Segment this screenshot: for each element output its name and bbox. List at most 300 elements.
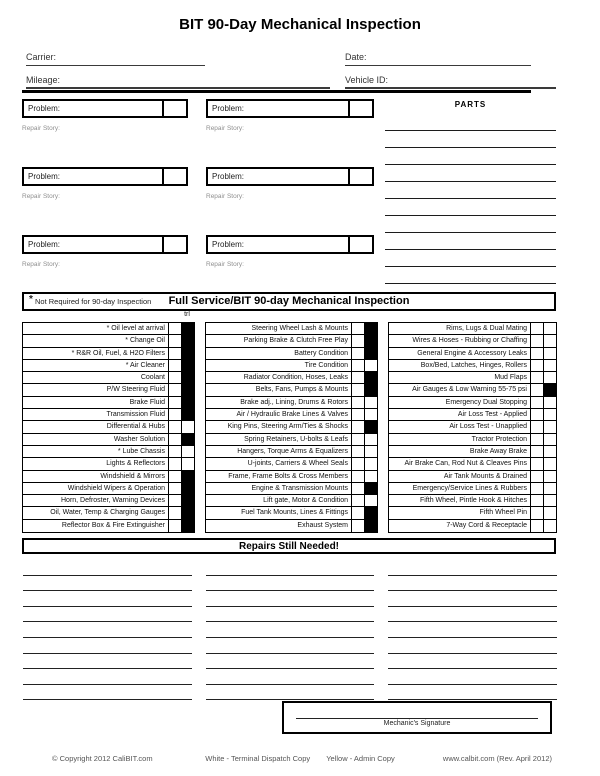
inspection-checkbox[interactable] [168, 495, 181, 506]
inspection-checkbox[interactable] [168, 323, 181, 334]
inspection-checkbox[interactable] [351, 323, 364, 334]
trailer-checkbox[interactable] [181, 520, 194, 532]
checklist-item-label: * Oil level at arrival [106, 325, 165, 332]
problem-label: Problem: [28, 172, 61, 181]
inspection-checkbox[interactable] [168, 434, 181, 445]
checklist-row [23, 409, 194, 421]
inspection-checkbox[interactable] [530, 520, 543, 532]
repair-line[interactable] [23, 560, 192, 576]
checklist-row [389, 495, 556, 507]
trailer-checkbox[interactable] [181, 348, 194, 359]
checklist-row [206, 520, 377, 532]
problem-label: Problem: [28, 104, 61, 113]
parts-line[interactable] [385, 199, 556, 216]
problem-checkbox[interactable] [348, 237, 372, 252]
checklist-item-label: Brake Fluid [129, 398, 165, 406]
inspection-checkbox[interactable] [168, 348, 181, 359]
problem-block [22, 167, 188, 235]
not-required-note [29, 294, 152, 306]
parts-title: PARTS [454, 100, 487, 109]
trailer-checkbox[interactable] [181, 507, 194, 518]
repair-story-writing-area[interactable] [206, 200, 374, 228]
carrier-field[interactable] [26, 52, 205, 66]
not-required-text: Not Required for 90-day Inspection [35, 297, 152, 306]
white-copy-note: White - Terminal Dispatch Copy [205, 754, 311, 763]
trailer-checkbox[interactable] [364, 446, 377, 457]
checklist-row [23, 348, 194, 360]
repairs-still-needed-header: Repairs Still Needed! [22, 538, 556, 554]
checklist-row [23, 421, 194, 433]
parts-panel [385, 100, 556, 284]
problem-input-line[interactable] [206, 99, 374, 118]
checklist-item-label: Emergency/Service Lines & Rubbers [412, 484, 527, 492]
trailer-checkbox[interactable] [364, 335, 377, 346]
checklist-row [23, 360, 194, 372]
inspection-checkbox[interactable] [530, 495, 543, 506]
repair-line[interactable] [23, 591, 192, 607]
trailer-checkbox[interactable] [181, 483, 194, 494]
trailer-checkbox[interactable] [364, 384, 377, 395]
parts-line[interactable] [385, 216, 556, 233]
inspection-checkbox[interactable] [168, 446, 181, 457]
problem-checkbox[interactable] [348, 169, 372, 184]
trailer-checkbox[interactable] [364, 471, 377, 482]
checklist-item-label: Lift gate, Motor & Condition [263, 497, 348, 505]
checklist-row [389, 397, 556, 409]
problem-label: Problem: [212, 240, 245, 249]
checklist-item-label: Mud Flaps [494, 374, 527, 382]
parts-line[interactable] [385, 233, 556, 250]
problem-checkbox[interactable] [348, 101, 372, 116]
repair-story-writing-area[interactable] [22, 200, 188, 228]
inspection-checkbox[interactable] [168, 483, 181, 494]
trailer-checkbox[interactable] [543, 495, 556, 506]
repair-line[interactable] [388, 685, 557, 701]
checklist-row [206, 397, 377, 409]
repair-line[interactable] [23, 622, 192, 638]
trailer-checkbox[interactable] [543, 458, 556, 469]
checklist-row [23, 458, 194, 470]
checklist-item-label: Air Brake Can, Rod Nut & Cleaves Pins [404, 460, 527, 468]
checklist-row [389, 335, 556, 347]
checklist-row [389, 360, 556, 372]
repair-line[interactable] [23, 576, 192, 592]
checklist-row [206, 446, 377, 458]
date-field[interactable] [345, 52, 531, 66]
trailer-checkbox[interactable] [181, 495, 194, 506]
checklist-item-label: Air Loss Test - Unapplied [449, 423, 527, 431]
inspection-checkbox[interactable] [530, 458, 543, 469]
repair-line[interactable] [206, 560, 375, 576]
repair-story-writing-area[interactable] [22, 132, 188, 160]
yellow-copy-note: Yellow - Admin Copy [326, 754, 395, 763]
inspection-checkbox[interactable] [351, 520, 364, 532]
checklist-item-label: Coolant [140, 374, 165, 382]
checklist-item-label: Brake Away Brake [469, 447, 527, 455]
trailer-checkbox[interactable] [181, 372, 194, 383]
trailer-checkbox[interactable] [543, 348, 556, 359]
checklist-row [206, 483, 377, 495]
trailer-checkbox[interactable] [543, 507, 556, 518]
repair-line[interactable] [388, 591, 557, 607]
repair-story-label: Repair Story: [206, 193, 244, 200]
checklist-row [23, 483, 194, 495]
form-title: BIT 90-Day Mechanical Inspection [179, 16, 421, 33]
copyright-text: © Copyright 2012 CaliBIT.com [52, 754, 153, 763]
trailer-checkbox[interactable] [543, 372, 556, 383]
checklist-item-label: Windshield Wipers & Operation [67, 484, 165, 492]
checklist-row [206, 495, 377, 507]
checklist-row [23, 397, 194, 409]
checklist-row [389, 507, 556, 519]
trailer-checkbox[interactable] [364, 397, 377, 408]
checklist-item-label: Air Gauges & Low Warning 55-75 psi [412, 386, 527, 394]
trailer-checkbox[interactable] [364, 507, 377, 518]
trailer-checkbox[interactable] [543, 335, 556, 346]
checklist-row [389, 434, 556, 446]
checklist-row [206, 335, 377, 347]
checklist-item-label: Lights & Reflectors [106, 460, 165, 468]
repair-line[interactable] [206, 591, 375, 607]
repair-line[interactable] [206, 622, 375, 638]
checklist-row [206, 471, 377, 483]
problem-input-line[interactable] [22, 235, 188, 254]
checklist-item-label: General Engine & Accessory Leaks [417, 349, 527, 357]
trailer-checkbox[interactable] [364, 348, 377, 359]
trailer-checkbox[interactable] [364, 495, 377, 506]
checklist-item-label: Radiator Condition, Hoses, Leaks [243, 374, 348, 382]
checklist-item-label: Washer Solution [113, 435, 165, 443]
inspection-checkbox[interactable] [530, 397, 543, 408]
inspection-checkbox[interactable] [168, 372, 181, 383]
inspection-checkbox[interactable] [530, 507, 543, 518]
trailer-checkbox[interactable] [364, 372, 377, 383]
checklist-item-label: Battery Condition [294, 349, 348, 357]
full-service-title: Full Service/BIT 90-day Mechanical Inspection [168, 295, 410, 307]
checklist-row [206, 323, 377, 335]
checklist-item-label: Air Loss Test - Applied [457, 411, 527, 419]
repair-line[interactable] [388, 560, 557, 576]
trailer-checkbox[interactable] [543, 384, 556, 395]
inspection-checkbox[interactable] [530, 335, 543, 346]
checklist-item-label: 7-Way Cord & Receptacle [446, 521, 527, 529]
parts-line[interactable] [385, 267, 556, 284]
problem-label: Problem: [212, 172, 245, 181]
trailer-column-label: trl [184, 311, 190, 318]
trailer-checkbox[interactable] [181, 384, 194, 395]
checklist-row [206, 409, 377, 421]
signature-line[interactable] [296, 718, 538, 719]
repair-line[interactable] [388, 607, 557, 623]
inspection-checkbox[interactable] [530, 348, 543, 359]
trailer-checkbox[interactable] [543, 520, 556, 532]
inspection-checkbox[interactable] [351, 360, 364, 371]
inspection-checkbox[interactable] [168, 520, 181, 532]
checklist-item-label: Emergency Dual Stopping [445, 398, 527, 406]
parts-line[interactable] [385, 148, 556, 165]
trailer-checkbox[interactable] [364, 323, 377, 334]
problem-block [206, 167, 374, 235]
repair-line[interactable] [23, 638, 192, 654]
problem-blocks-grid [22, 99, 378, 303]
trailer-checkbox[interactable] [181, 360, 194, 371]
inspection-checkbox[interactable] [168, 458, 181, 469]
repair-line[interactable] [388, 654, 557, 670]
repair-story-label: Repair Story: [206, 125, 244, 132]
checklist-item-label: Oil, Water, Temp & Charging Gauges [50, 509, 165, 517]
checklist-item-label: Air / Hydraulic Brake Lines & Valves [236, 411, 348, 419]
checklist-item-label: U-joints, Carriers & Wheel Seals [247, 460, 348, 468]
inspection-checkbox[interactable] [351, 384, 364, 395]
repair-line[interactable] [206, 685, 375, 701]
inspection-checkbox[interactable] [530, 360, 543, 371]
checklist-item-label: Rims, Lugs & Dual Mating [446, 325, 527, 332]
checklist-row [389, 421, 556, 433]
checklist-item-label: Fuel Tank Mounts, Lines & Fittings [241, 509, 348, 517]
checklist-row [23, 446, 194, 458]
repair-story-label: Repair Story: [22, 193, 60, 200]
checklist-item-label: Differential & Hubs [106, 423, 165, 431]
inspection-checkbox[interactable] [351, 409, 364, 420]
trailer-checkbox[interactable] [543, 446, 556, 457]
checklist-item-label: Belts, Fans, Pumps & Mounts [255, 386, 348, 394]
problem-block [206, 99, 374, 167]
inspection-section-header [22, 292, 556, 311]
vehicle-id-field[interactable] [345, 75, 556, 89]
inspection-checkbox[interactable] [530, 372, 543, 383]
inspection-checkbox[interactable] [351, 348, 364, 359]
checklist-item-label: Tractor Protection [471, 435, 527, 443]
inspection-checkbox[interactable] [530, 483, 543, 494]
repair-line[interactable] [388, 638, 557, 654]
checklist-row [23, 323, 194, 335]
checklist-item-label: Windshield & Mirrors [100, 472, 165, 480]
trailer-checkbox[interactable] [364, 434, 377, 445]
problem-block [22, 99, 188, 167]
checklist-row [23, 335, 194, 347]
website-revision-text: www.calbit.com (Rev. April 2012) [442, 754, 552, 763]
checklist-item-label: Air Tank Mounts & Drained [443, 472, 527, 480]
checklist-item-label: Wires & Hoses - Rubbing or Chaffing [412, 337, 527, 345]
checklist-column-2 [205, 322, 378, 533]
checklist-item-label: Fifth Wheel, Pintle Hook & Hitches [420, 497, 527, 505]
trailer-checkbox[interactable] [181, 434, 194, 445]
checklist-row [389, 458, 556, 470]
header-divider-rule [22, 90, 531, 93]
problem-input-line[interactable] [206, 167, 374, 186]
trailer-checkbox[interactable] [543, 409, 556, 420]
repair-line[interactable] [388, 669, 557, 685]
inspection-checkbox[interactable] [168, 360, 181, 371]
inspection-checkbox[interactable] [351, 434, 364, 445]
asterisk-marker: * [29, 294, 33, 305]
checklist-item-label: Exhaust System [297, 521, 348, 529]
checklist-item-label: Horn, Defroster, Warning Devices [61, 497, 165, 505]
trailer-checkbox[interactable] [181, 471, 194, 482]
vehicle-id-label: Vehicle ID: [345, 75, 389, 85]
inspection-checkbox[interactable] [168, 335, 181, 346]
inspection-checkbox[interactable] [351, 507, 364, 518]
trailer-checkbox[interactable] [543, 421, 556, 432]
repair-line[interactable] [388, 576, 557, 592]
inspection-checkbox[interactable] [530, 421, 543, 432]
inspection-checkbox[interactable] [530, 409, 543, 420]
date-label: Date: [345, 52, 367, 62]
checklist-row [389, 520, 556, 532]
trailer-checkbox[interactable] [181, 323, 194, 334]
repair-line[interactable] [388, 622, 557, 638]
checklist-column-1 [22, 322, 195, 533]
inspection-checkbox[interactable] [168, 409, 181, 420]
inspection-checkbox[interactable] [530, 471, 543, 482]
inspection-checkbox[interactable] [351, 495, 364, 506]
inspection-checkbox[interactable] [351, 471, 364, 482]
signature-label: Mechanic's Signature [383, 720, 451, 727]
problem-checkbox[interactable] [162, 237, 186, 252]
repair-story-label: Repair Story: [206, 261, 244, 268]
checklist-row [23, 471, 194, 483]
checklist-row [389, 348, 556, 360]
repair-line[interactable] [23, 669, 192, 685]
repair-story-label: Repair Story: [22, 125, 60, 132]
trailer-checkbox[interactable] [181, 397, 194, 408]
trailer-checkbox[interactable] [543, 471, 556, 482]
trailer-checkbox[interactable] [181, 446, 194, 457]
checklist-row [389, 372, 556, 384]
checklist-item-label: Reflector Box & Fire Extinguisher [61, 521, 165, 529]
checklist-row [206, 360, 377, 372]
trailer-checkbox[interactable] [543, 397, 556, 408]
trailer-checkbox[interactable] [364, 483, 377, 494]
repair-line[interactable] [23, 654, 192, 670]
mechanic-signature-box [282, 701, 552, 734]
checklist-row [23, 520, 194, 532]
trailer-checkbox[interactable] [543, 323, 556, 334]
checklist-item-label: Transmission Fluid [106, 411, 165, 419]
inspection-checkbox[interactable] [168, 384, 181, 395]
checklist-row [206, 458, 377, 470]
inspection-checkbox[interactable] [351, 446, 364, 457]
parts-line[interactable] [385, 131, 556, 148]
checklist-row [206, 507, 377, 519]
copy-distribution-note [205, 754, 395, 763]
inspection-checkbox[interactable] [168, 471, 181, 482]
checklist-row [206, 434, 377, 446]
inspection-checkbox[interactable] [351, 335, 364, 346]
repair-line[interactable] [206, 638, 375, 654]
mileage-field[interactable] [26, 75, 330, 89]
trailer-checkbox[interactable] [364, 360, 377, 371]
checklist-item-label: Parking Brake & Clutch Free Play [243, 337, 348, 345]
trailer-checkbox[interactable] [181, 458, 194, 469]
checklist-column-3 [388, 322, 557, 533]
problem-checkbox[interactable] [162, 169, 186, 184]
parts-lines [385, 114, 556, 284]
checklist-row [389, 471, 556, 483]
checklist-row [389, 409, 556, 421]
checklist-item-label: Frame, Frame Bolts & Cross Members [228, 472, 348, 480]
trailer-checkbox[interactable] [364, 520, 377, 532]
checklist-item-label: P/W Steering Fluid [106, 386, 165, 394]
inspection-checkbox[interactable] [530, 446, 543, 457]
trailer-checkbox[interactable] [181, 421, 194, 432]
parts-line[interactable] [385, 250, 556, 267]
repairs-lines-grid [23, 560, 557, 700]
parts-line[interactable] [385, 114, 556, 131]
repair-line[interactable] [206, 654, 375, 670]
inspection-checkbox[interactable] [351, 421, 364, 432]
trailer-checkbox[interactable] [364, 409, 377, 420]
checklist-row [23, 434, 194, 446]
checklist-item-label: Box/Bed, Latches, Hinges, Rollers [420, 361, 527, 369]
checklist-item-label: * Air Cleaner [125, 361, 165, 369]
checklist-row [206, 421, 377, 433]
repair-line[interactable] [206, 607, 375, 623]
checklist-row [389, 384, 556, 396]
checklist-row [206, 348, 377, 360]
checklist-row [206, 384, 377, 396]
footer [0, 754, 600, 768]
checklist-row [389, 446, 556, 458]
checklist-row [23, 384, 194, 396]
checklist-item-label: Steering Wheel Lash & Mounts [251, 325, 348, 332]
problem-label: Problem: [28, 240, 61, 249]
repair-line[interactable] [23, 607, 192, 623]
trailer-checkbox[interactable] [543, 360, 556, 371]
trailer-checkbox[interactable] [181, 335, 194, 346]
inspection-checkbox[interactable] [351, 397, 364, 408]
inspection-checkbox[interactable] [351, 458, 364, 469]
checklist-item-label: Spring Retainers, U-bolts & Leafs [244, 435, 348, 443]
checklist-item-label: * R&R Oil, Fuel, & H2O Filters [71, 349, 165, 357]
checklist-row [389, 323, 556, 335]
checklist-item-label: Hangers, Torque Arms & Equalizers [237, 447, 348, 455]
checklist-item-label: * Change Oil [125, 337, 165, 345]
carrier-label: Carrier: [26, 52, 57, 62]
repair-line[interactable] [206, 576, 375, 592]
trailer-checkbox[interactable] [543, 483, 556, 494]
trailer-checkbox[interactable] [543, 434, 556, 445]
inspection-checkbox[interactable] [530, 384, 543, 395]
inspection-checkbox[interactable] [530, 434, 543, 445]
problem-input-line[interactable] [206, 235, 374, 254]
inspection-checkbox[interactable] [351, 372, 364, 383]
inspection-checkbox[interactable] [168, 397, 181, 408]
parts-line[interactable] [385, 165, 556, 182]
problem-checkbox[interactable] [162, 101, 186, 116]
inspection-checkbox[interactable] [168, 507, 181, 518]
parts-line[interactable] [385, 182, 556, 199]
mileage-label: Mileage: [26, 75, 61, 85]
checklist-row [23, 372, 194, 384]
checklist-item-label: * Lube Chassis [117, 447, 165, 455]
inspection-checkbox[interactable] [530, 323, 543, 334]
inspection-checkbox[interactable] [351, 483, 364, 494]
trailer-checkbox[interactable] [181, 409, 194, 420]
problem-label: Problem: [212, 104, 245, 113]
repair-line[interactable] [206, 669, 375, 685]
problem-input-line[interactable] [22, 167, 188, 186]
repair-story-writing-area[interactable] [206, 132, 374, 160]
problem-input-line[interactable] [22, 99, 188, 118]
checklist-item-label: Fifth Wheel Pin [479, 509, 527, 517]
trailer-checkbox[interactable] [364, 421, 377, 432]
checklist-row [23, 507, 194, 519]
trailer-checkbox[interactable] [364, 458, 377, 469]
repair-line[interactable] [23, 685, 192, 701]
inspection-checkbox[interactable] [168, 421, 181, 432]
checklist-row [23, 495, 194, 507]
